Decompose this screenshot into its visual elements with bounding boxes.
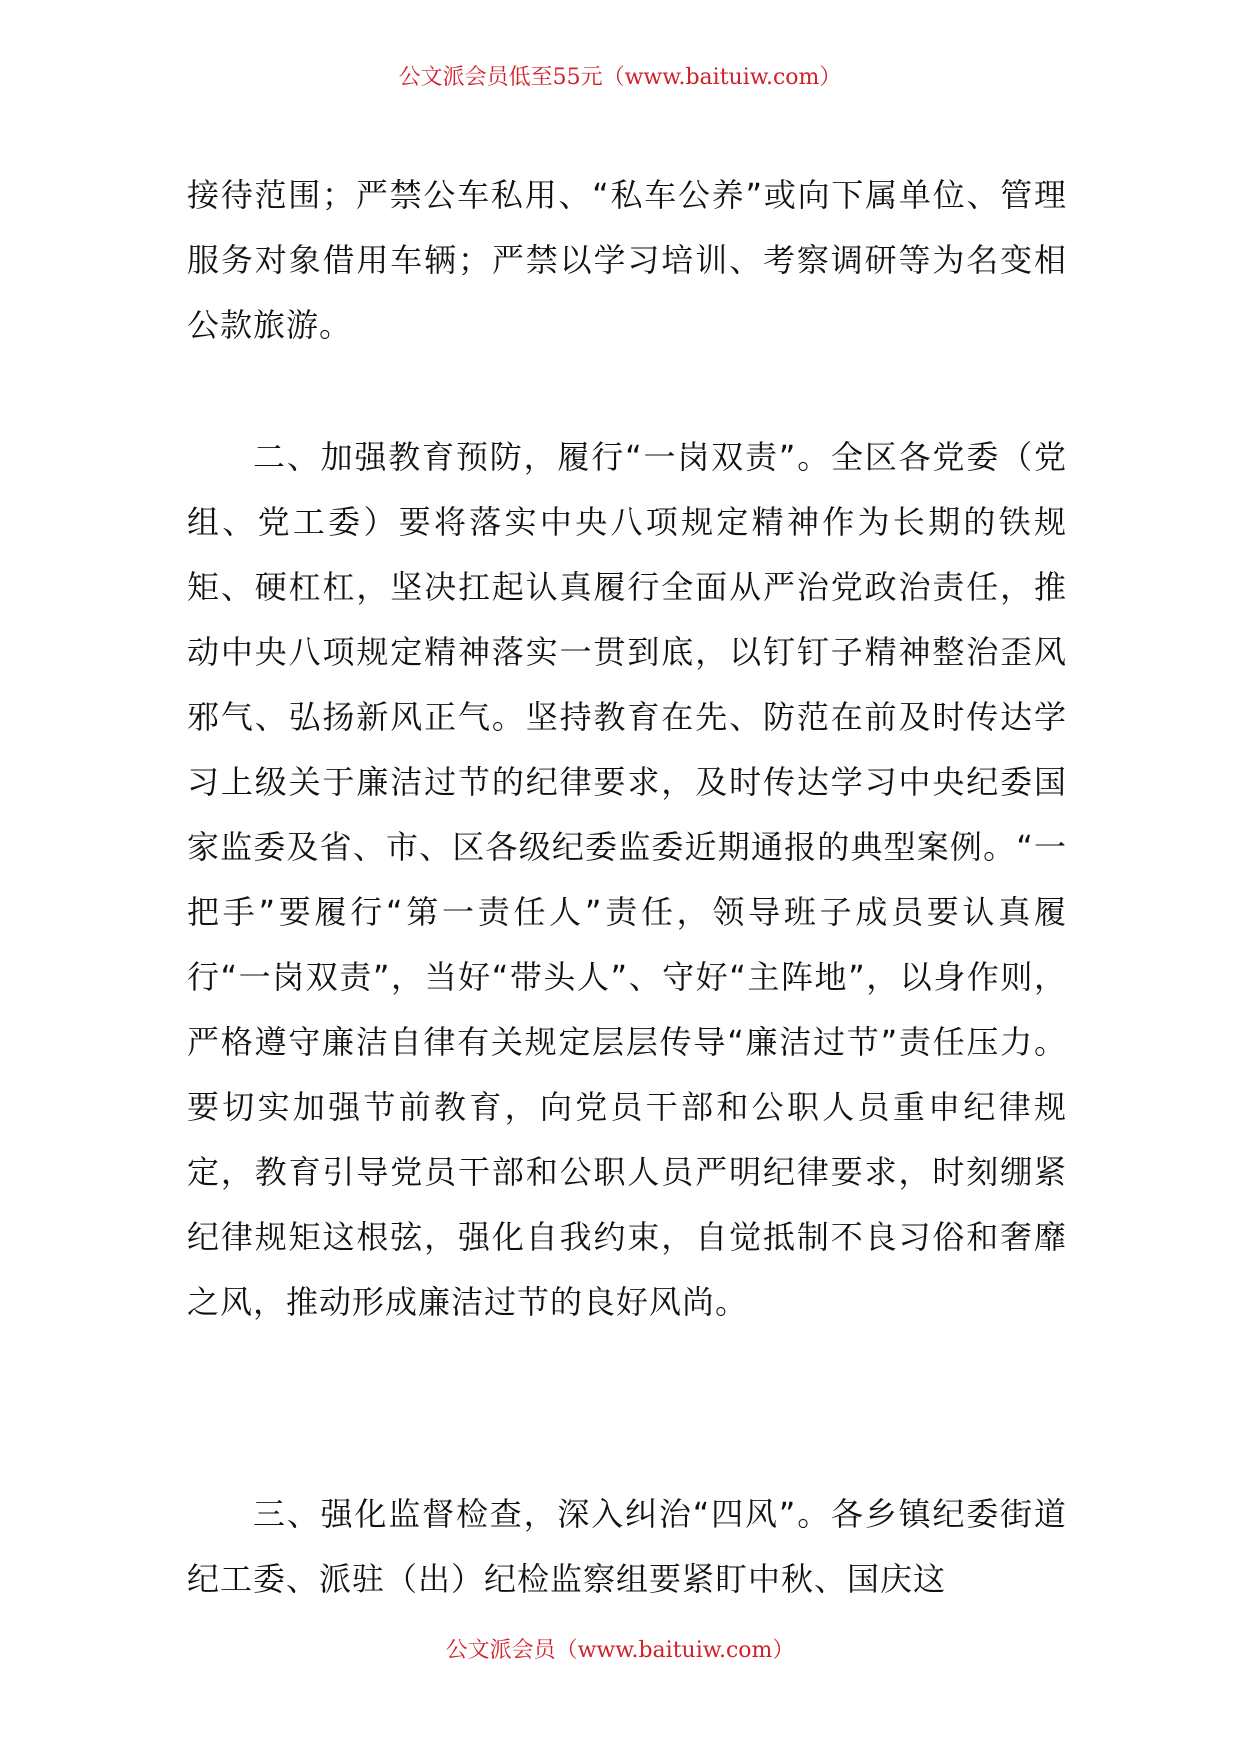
footer-watermark: 公文派会员（www.baituiw.com） xyxy=(445,1638,795,1663)
paragraph-education-prevention: 二、加强教育预防，履行“一岗双责”。全区各党委（党组、党工委）要将落实中央八项规定精神作为长期的铁规矩、硬杠杠，坚决扛起认真履行全面从严治党政治责任，推动中央八项规定精神落实一贯到底，以钉钉子精神整治歪风邪气、弘扬新风正气。坚持教育在先、防范在前及时传达学习上级关于廉洁过节的纪律要求，及时传达学习中央纪委国家监委及省、市、区各级纪委监委近期通报的典型案例。“一把手”要履行“第一责任人”责任，领导班子成员要认真履行“一岗双责”，当好“带头人”、守好“主阵地”，以身作则，严格遵守廉洁自律有关规定层层传导“廉洁过节”责任压力。要切实加强节前教育，向党员干部和公职人员重申纪律规定，教育引导党员干部和公职人员严明纪律要求，时刻绷紧纪律规矩这根弦，强化自我约束，自觉抵制不良习俗和奢靡之风，推动形成廉洁过节的良好风尚。 xyxy=(187,438,1067,1321)
paragraph-block-3 xyxy=(187,1482,1067,1612)
paragraph-continuation: 接待范围；严禁公车私用、“私车公养”或向下属单位、管理服务对象借用车辆；严禁以学习培训、考察调研等为名变相公款旅游。 xyxy=(187,176,1067,344)
header-watermark: 公文派会员低至55元（www.baituiw.com） xyxy=(398,65,842,90)
paragraph-supervision-inspection: 三、强化监督检查，深入纠治“四风”。各乡镇纪委街道纪工委、派驻（出）纪检监察组要紧盯中秋、国庆这 xyxy=(187,1495,1067,1598)
paragraph-block-2 xyxy=(187,425,1067,1335)
paragraph-block-1 xyxy=(187,163,1067,358)
